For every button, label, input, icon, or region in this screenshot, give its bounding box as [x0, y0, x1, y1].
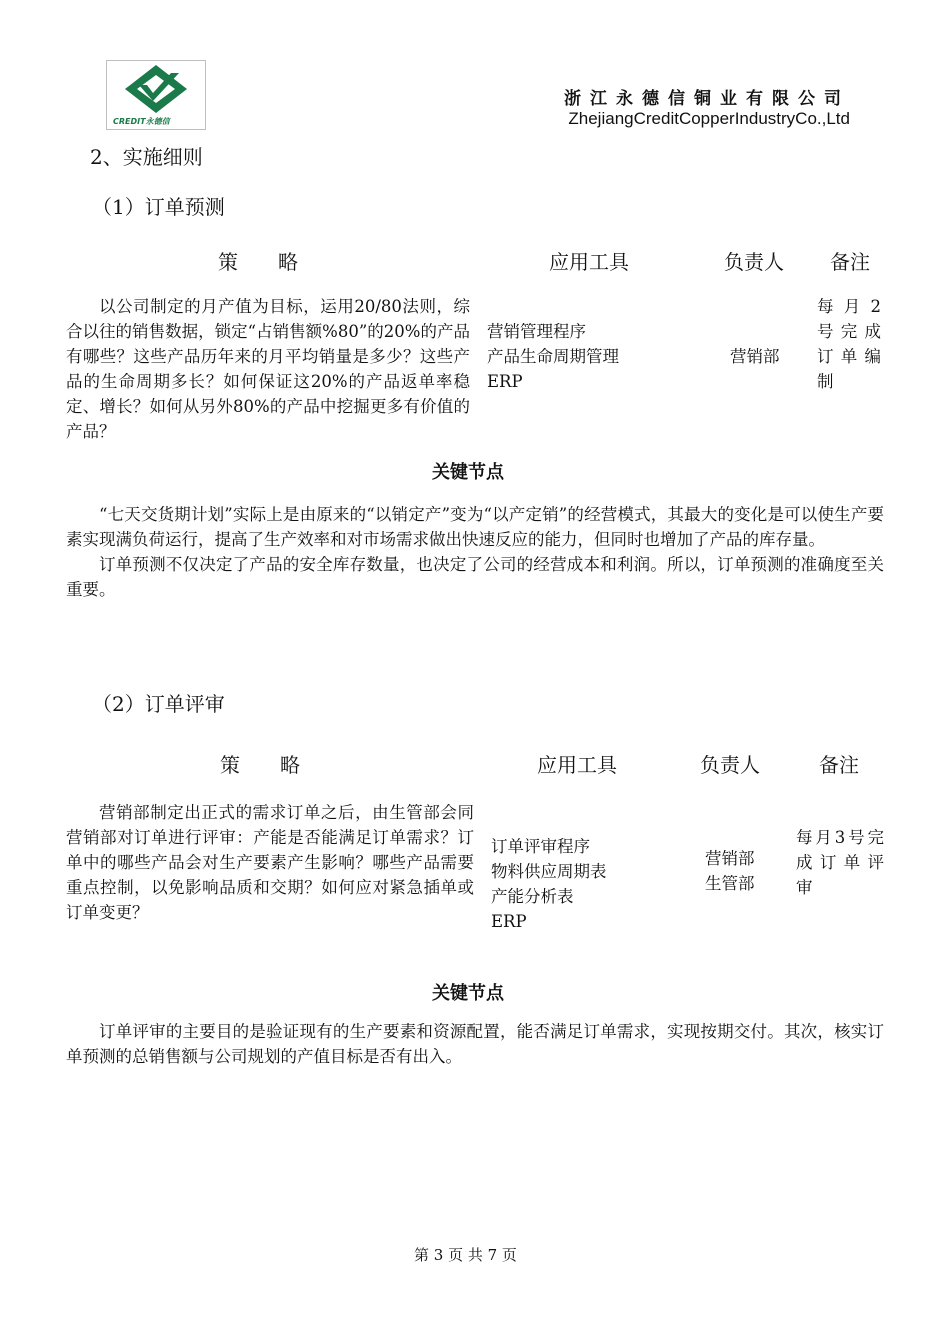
- sub2-owner: [705, 846, 755, 896]
- sub1-strategy-text: 以公司制定的月产值为目标，运用20/80法则，综合以往的销售数据，锁定“占销售额%80”的20%的产品有哪些？这些产品历年来的月平均销量是多少？这些产品的生命周期多长？如何保证这20%的产品返单率稳定、增长？如何从另外80%的产品中挖掘更多有价值的产品？: [66, 297, 470, 441]
- sub2-strategy-text: 营销部制定出正式的需求订单之后，由生管部会同营销部对订单进行评审：产能是否能满足订单需求？订单中的哪些产品会对生产要素产生影响？哪些产品需要重点控制，以免影响品质和交期？如何应对紧急插单或订单变更？: [66, 803, 474, 922]
- page-number: 第 3 页 共 7 页: [414, 1246, 517, 1264]
- sub2-key-paragraphs: [66, 1019, 884, 1069]
- company-name-en: ZhejiangCreditCopperIndustryCo.,Ltd: [568, 109, 850, 128]
- sub2-header-owner: 负责人: [700, 753, 760, 777]
- sub2-key-paragraph: 订单评审的主要目的是验证现有的生产要素和资源配置，能否满足订单需求，实现按期交付。其次，核实订单预测的总销售额与公司规划的产值目标是否有出入。: [66, 1022, 884, 1066]
- sub1-tool-item: 产品生命周期管理: [487, 347, 619, 366]
- sub1-key-paragraph: 订单预测不仅决定了产品的安全库存数量，也决定了公司的经营成本和利润。所以，订单预测的准确度至关重要。: [66, 555, 884, 599]
- sub1-header-owner: 负责人: [724, 250, 784, 274]
- company-name-cn: 浙江永德信铜业有限公司: [564, 89, 850, 109]
- sub1-key-paragraph: “七天交货期计划”实际上是由原来的“以销定产”变为“以产定销”的经营模式，其最大的变化是可以使生产要素实现满负荷运行，提高了生产效率和对市场需求做出快速反应的能力，但同时也增加了产品的库存量。: [66, 505, 884, 549]
- sub1-tool-item: ERP: [487, 372, 523, 391]
- sub1-owner-item: 营销部: [730, 347, 780, 366]
- sub1-key-title: 关键节点: [432, 462, 504, 483]
- sub1-tools-list: [487, 319, 619, 394]
- company-logo: [106, 60, 206, 130]
- sub2-owner-item: 营销部: [705, 849, 755, 868]
- sub2-tool-item: 产能分析表: [491, 887, 574, 906]
- sub1-tool-item: 营销管理程序: [487, 322, 586, 341]
- sub2-key-title: 关键节点: [432, 983, 504, 1004]
- sub2-tool-item: 订单评审程序: [491, 837, 590, 856]
- logo-text: CREDIT永德信: [113, 117, 170, 126]
- sub2-note: 每月3号完成订单评审: [796, 828, 886, 897]
- sub1-key-paragraphs: [66, 502, 884, 602]
- sub2-header-note: 备注: [819, 753, 859, 777]
- sub2-tool-item: ERP: [491, 912, 527, 931]
- sub1-note: 每月2号完成订单编制: [817, 297, 885, 391]
- sub1-header-note: 备注: [830, 250, 870, 274]
- section-title: 2、实施细则: [90, 145, 203, 169]
- sub1-owner: [730, 344, 780, 369]
- subsection-1-title: （1）订单预测: [92, 195, 225, 219]
- sub2-header-tools: 应用工具: [537, 753, 617, 777]
- sub1-header-strategy: 策 略: [218, 250, 298, 274]
- sub2-tools-list: [491, 834, 607, 934]
- subsection-2-title: （2）订单评审: [92, 692, 225, 716]
- sub2-owner-item: 生管部: [705, 874, 755, 893]
- sub1-header-tools: 应用工具: [549, 250, 629, 274]
- sub2-tool-item: 物料供应周期表: [491, 862, 607, 881]
- sub2-header-strategy: 策 略: [220, 753, 300, 777]
